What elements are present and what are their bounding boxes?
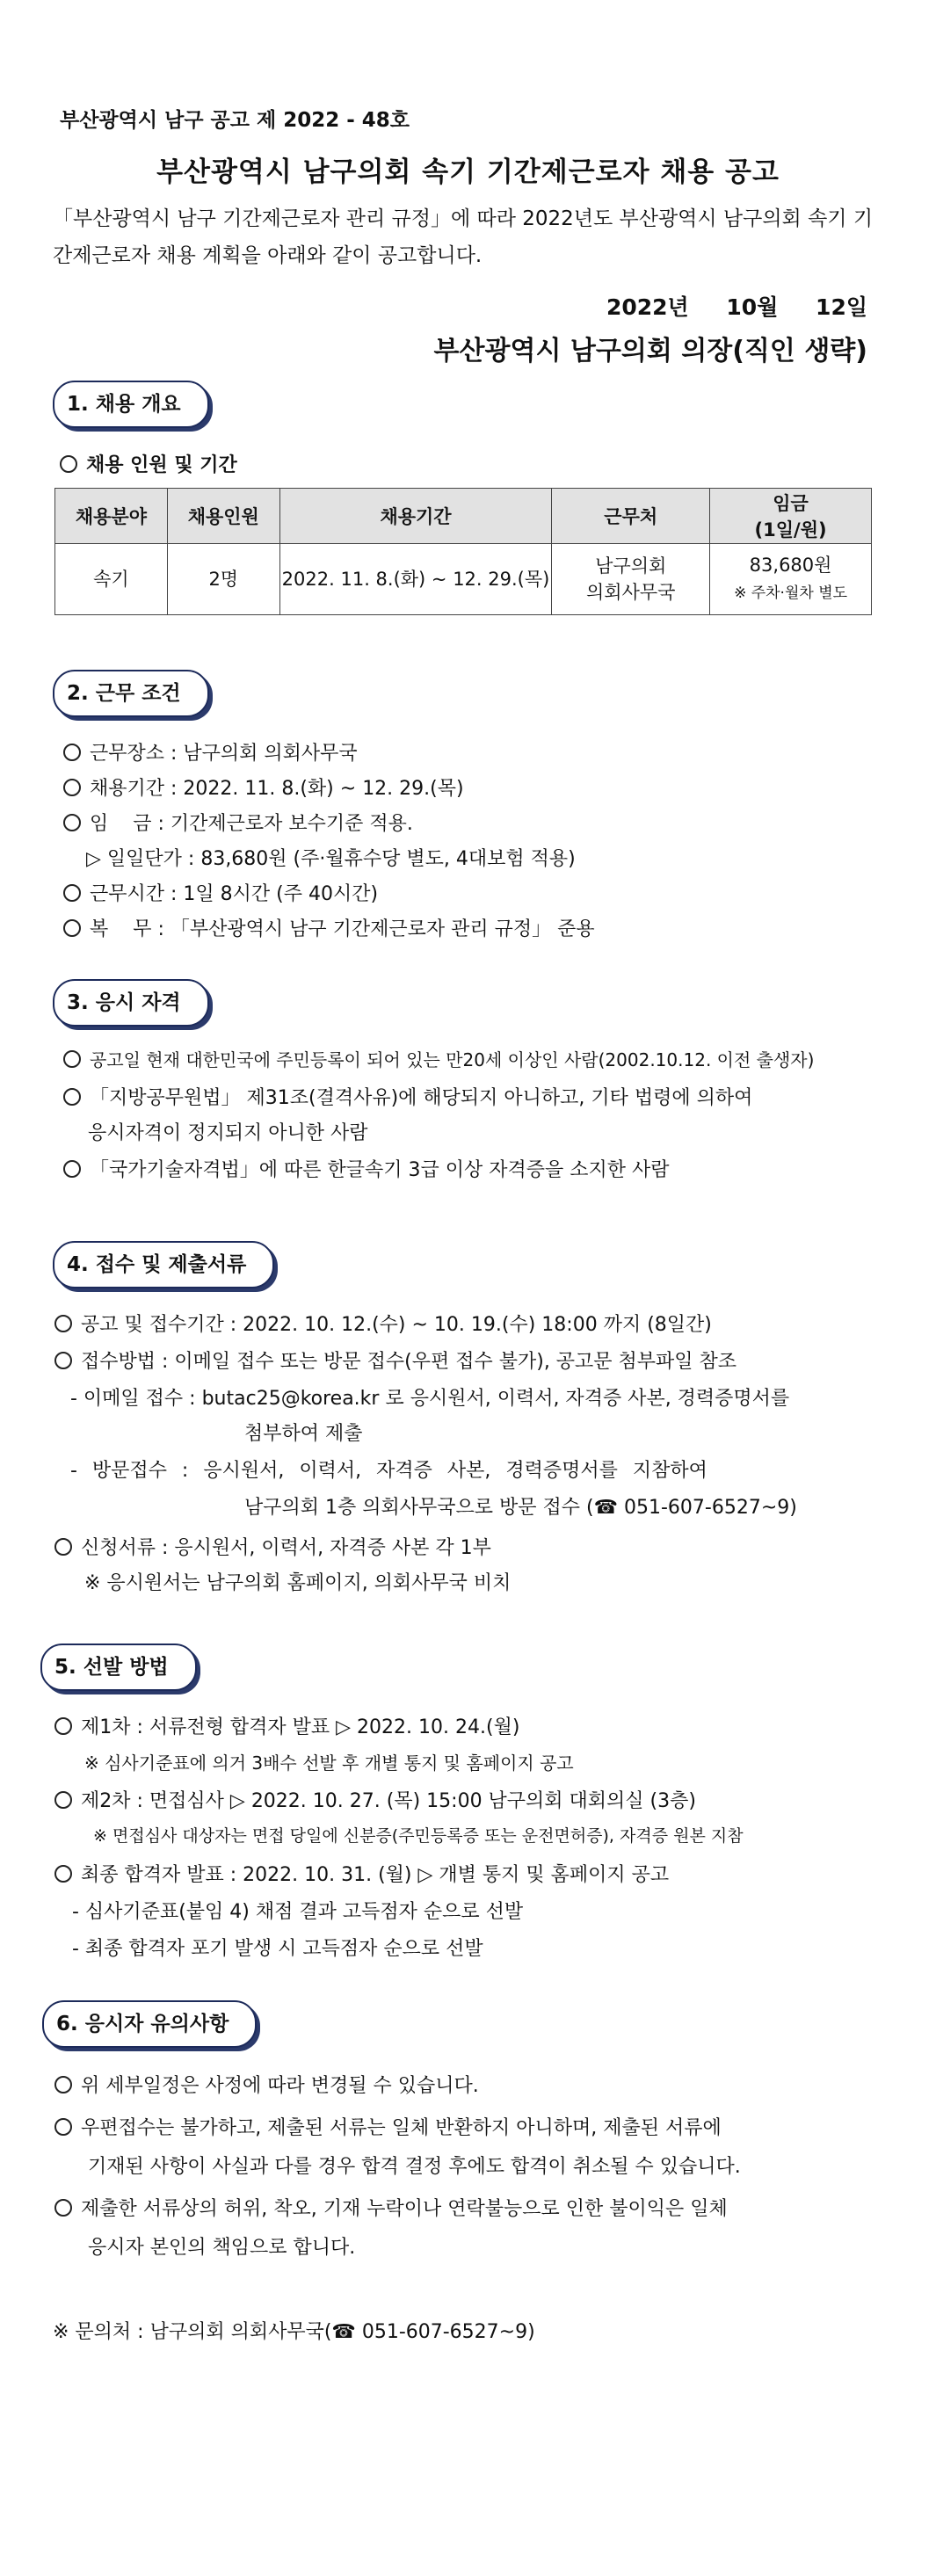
list-item: - 최종 합격자 포기 발생 시 고득점자 순으로 선발 [72, 1938, 483, 1960]
circle-bullet-icon [54, 1538, 72, 1556]
notice-number: 부산광역시 남구 공고 제 2022 - 48호 [60, 109, 410, 132]
notice-date: 2022년 10월 12일 [606, 294, 867, 320]
list-item: - 심사기준표(붙임 4) 채점 결과 고득점자 순으로 선발 [72, 1901, 524, 1923]
list-item: 공고일 현재 대한민국에 주민등록이 되어 있는 만20세 이상인 사람(2002.10.12. 이전 출생자) [63, 1046, 814, 1071]
list-item: 근무시간 : 1일 8시간 (주 40시간) [63, 879, 378, 906]
contact-info: ※ 문의처 : 남구의회 의회사무국(☎ 051-607-6527~9) [53, 2321, 535, 2343]
list-item: 채용기간 : 2022. 11. 8.(화) ~ 12. 29.(목) [63, 773, 464, 801]
list-item: ※ 심사기준표에 의거 3배수 선발 후 개별 통지 및 홈페이지 공고 [84, 1752, 574, 1774]
section-heading-3: 3. 응시 자격 [53, 979, 209, 1027]
list-item: - 방문접수 : 응시원서, 이력서, 자격증 사본, 경력증명서를 지참하여 [70, 1460, 707, 1482]
section-heading-2: 2. 근무 조건 [53, 670, 209, 717]
circle-bullet-icon [54, 2199, 72, 2217]
table-header: 근무처 [552, 489, 710, 544]
circle-bullet-icon [54, 1791, 72, 1809]
list-item: ※ 응시원서는 남구의회 홈페이지, 의회사무국 비치 [84, 1572, 512, 1594]
list-item: 위 세부일정은 사정에 따라 변경될 수 있습니다. [54, 2071, 479, 2098]
list-item: 임 금 : 기간제근로자 보수기준 적용. [63, 809, 413, 836]
list-item: 제2차 : 면접심사 ▷ 2022. 10. 27. (목) 15:00 남구의회 대회의실 (3층) [54, 1786, 696, 1813]
table-header-wage: 임금 (1일/원) [710, 489, 872, 544]
circle-bullet-icon [63, 779, 81, 796]
list-item: 첨부하여 제출 [244, 1423, 363, 1445]
table-cell: 속기 [55, 544, 168, 615]
list-item: 복 무 : 「부산광역시 남구 기간제근로자 관리 규정」 준용 [63, 914, 595, 941]
page-title: 부산광역시 남구의회 속기 기간제근로자 채용 공고 [156, 156, 780, 188]
circle-bullet-icon [60, 455, 77, 473]
table-header: 채용분야 [55, 489, 168, 544]
table-cell: 남구의회 의회사무국 [552, 544, 710, 615]
list-item: 근무장소 : 남구의회 의회사무국 [63, 738, 358, 766]
circle-bullet-icon [63, 1160, 81, 1178]
list-item: 응시자격이 정지되지 아니한 사람 [88, 1122, 368, 1144]
circle-bullet-icon [63, 744, 81, 761]
list-item: 기재된 사항이 사실과 다를 경우 합격 결정 후에도 합격이 취소될 수 있습니다. [88, 2156, 741, 2178]
section-heading-1: 1. 채용 개요 [53, 381, 209, 428]
circle-bullet-icon [54, 1315, 72, 1332]
circle-bullet-icon [63, 884, 81, 902]
circle-bullet-icon [63, 919, 81, 937]
list-item: ※ 면접심사 대상자는 면접 당일에 신분증(주민등록증 또는 운전면허증), 자격증 원본 지참 [93, 1826, 744, 1846]
list-item: 응시자 본인의 책임으로 합니다. [88, 2237, 356, 2259]
list-item: - 이메일 접수 : butac25@korea.kr 로 응시원서, 이력서, 자격증 사본, 경력증명서를 [70, 1388, 790, 1410]
circle-bullet-icon [54, 2076, 72, 2093]
table-cell: 2022. 11. 8.(화) ~ 12. 29.(목) [279, 544, 552, 615]
list-item: ▷ 일일단가 : 83,680원 (주·월휴수당 별도, 4대보험 적용) [86, 848, 576, 870]
list-item: 공고 및 접수기간 : 2022. 10. 12.(수) ~ 10. 19.(수) 18:00 까지 (8일간) [54, 1310, 712, 1337]
list-item: 「지방공무원법」 제31조(결격사유)에 해당되지 아니하고, 기타 법령에 의하여 [63, 1083, 752, 1110]
circle-bullet-icon [54, 1717, 72, 1735]
section-heading-6: 6. 응시자 유의사항 [42, 2000, 257, 2048]
circle-bullet-icon [54, 2118, 72, 2136]
section-heading-5: 5. 선발 방법 [40, 1644, 197, 1691]
section-heading-4: 4. 접수 및 제출서류 [53, 1241, 274, 1288]
recruit-table [54, 488, 872, 615]
list-item: 접수방법 : 이메일 접수 또는 방문 접수(우편 접수 불가), 공고문 첨부파일 참조 [54, 1346, 736, 1374]
list-item: 우편접수는 불가하고, 제출된 서류는 일체 반환하지 아니하며, 제출된 서류에 [54, 2113, 722, 2140]
signatory: 부산광역시 남구의회 의장(직인 생략) [433, 336, 867, 366]
table-cell: 83,680원 ※ 주차·월차 별도 [710, 544, 872, 615]
intro-text: 「부산광역시 남구 기간제근로자 관리 규정」에 따라 2022년도 부산광역시 남구의회 속기 기간제근로자 채용 계획을 아래와 같이 공고합니다. [53, 207, 874, 267]
table-header-row [55, 489, 872, 544]
table-row [55, 544, 872, 615]
circle-bullet-icon [63, 814, 81, 831]
table-header: 채용인원 [167, 489, 279, 544]
list-item: 제출한 서류상의 허위, 착오, 기재 누락이나 연락불능으로 인한 불이익은 일체 [54, 2194, 728, 2221]
circle-bullet-icon [63, 1088, 81, 1106]
circle-bullet-icon [54, 1865, 72, 1883]
sub-heading: 채용 인원 및 기간 [60, 450, 237, 477]
circle-bullet-icon [54, 1352, 72, 1369]
circle-bullet-icon [63, 1050, 81, 1068]
list-item: 남구의회 1층 의회사무국으로 방문 접수 (☎ 051-607-6527~9) [244, 1497, 797, 1519]
table-header: 채용기간 [279, 489, 552, 544]
list-item: 「국가기술자격법」에 따른 한글속기 3급 이상 자격증을 소지한 사람 [63, 1155, 670, 1182]
list-item: 신청서류 : 응시원서, 이력서, 자격증 사본 각 1부 [54, 1533, 491, 1560]
table-cell: 2명 [167, 544, 279, 615]
list-item: 최종 합격자 발표 : 2022. 10. 31. (월) ▷ 개별 통지 및 홈페이지 공고 [54, 1860, 669, 1887]
list-item: 제1차 : 서류전형 합격자 발표 ▷ 2022. 10. 24.(월) [54, 1712, 519, 1739]
